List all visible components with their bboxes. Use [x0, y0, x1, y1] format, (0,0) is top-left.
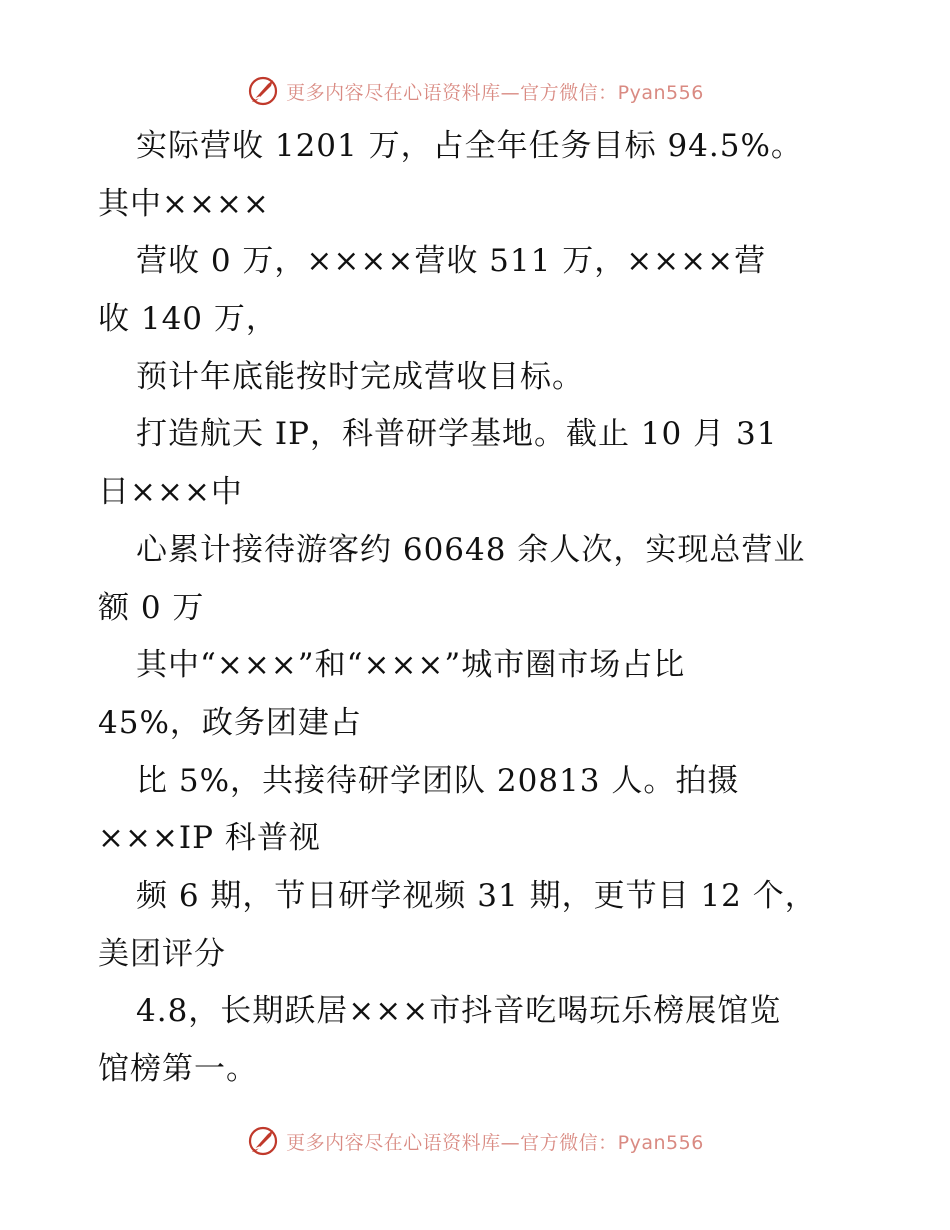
body-line: 馆榜第一。	[98, 1051, 258, 1087]
body-line: ×××IP 科普视	[98, 820, 321, 857]
document-body	[98, 118, 858, 1099]
body-line: 额 0 万	[98, 589, 205, 626]
body-line: 日×××中	[98, 474, 243, 511]
body-line: 其中××××	[98, 185, 270, 222]
body-line: 比 5%，共接待研学团队 20813 人。拍摄	[136, 762, 740, 799]
footer-banner	[0, 1124, 950, 1158]
body-line: 美团评分	[98, 935, 226, 972]
quill-pen-circle-icon	[246, 74, 280, 108]
body-line: 其中“×××”和“×××”城市圈市场占比	[136, 647, 686, 684]
body-line: 心累计接待游客约 60648 余人次，实现总营业	[136, 531, 806, 568]
body-line: 4.8，长期跃居×××市抖音吃喝玩乐榜展馆览	[136, 993, 782, 1030]
body-line: 打造航天 IP，科普研学基地。截止 10 月 31	[136, 416, 778, 453]
body-line: 频 6 期，节日研学视频 31 期，更节目 12 个，	[136, 877, 817, 914]
body-line: 营收 0 万，××××营收 511 万，××××营	[136, 243, 767, 280]
quill-pen-circle-icon	[246, 1124, 280, 1158]
header-banner	[0, 74, 950, 108]
body-line: 实际营收 1201 万，占全年任务目标 94.5%。	[136, 128, 803, 164]
footer-banner-text: 更多内容尽在心语资料库—官方微信：Pyan556	[286, 1131, 704, 1154]
body-line: 收 140 万，	[98, 301, 278, 338]
body-line: 预计年底能按时完成营收目标。	[136, 358, 584, 395]
header-banner-text: 更多内容尽在心语资料库—官方微信：Pyan556	[286, 81, 704, 104]
body-line: 45%，政务团建占	[98, 704, 362, 741]
